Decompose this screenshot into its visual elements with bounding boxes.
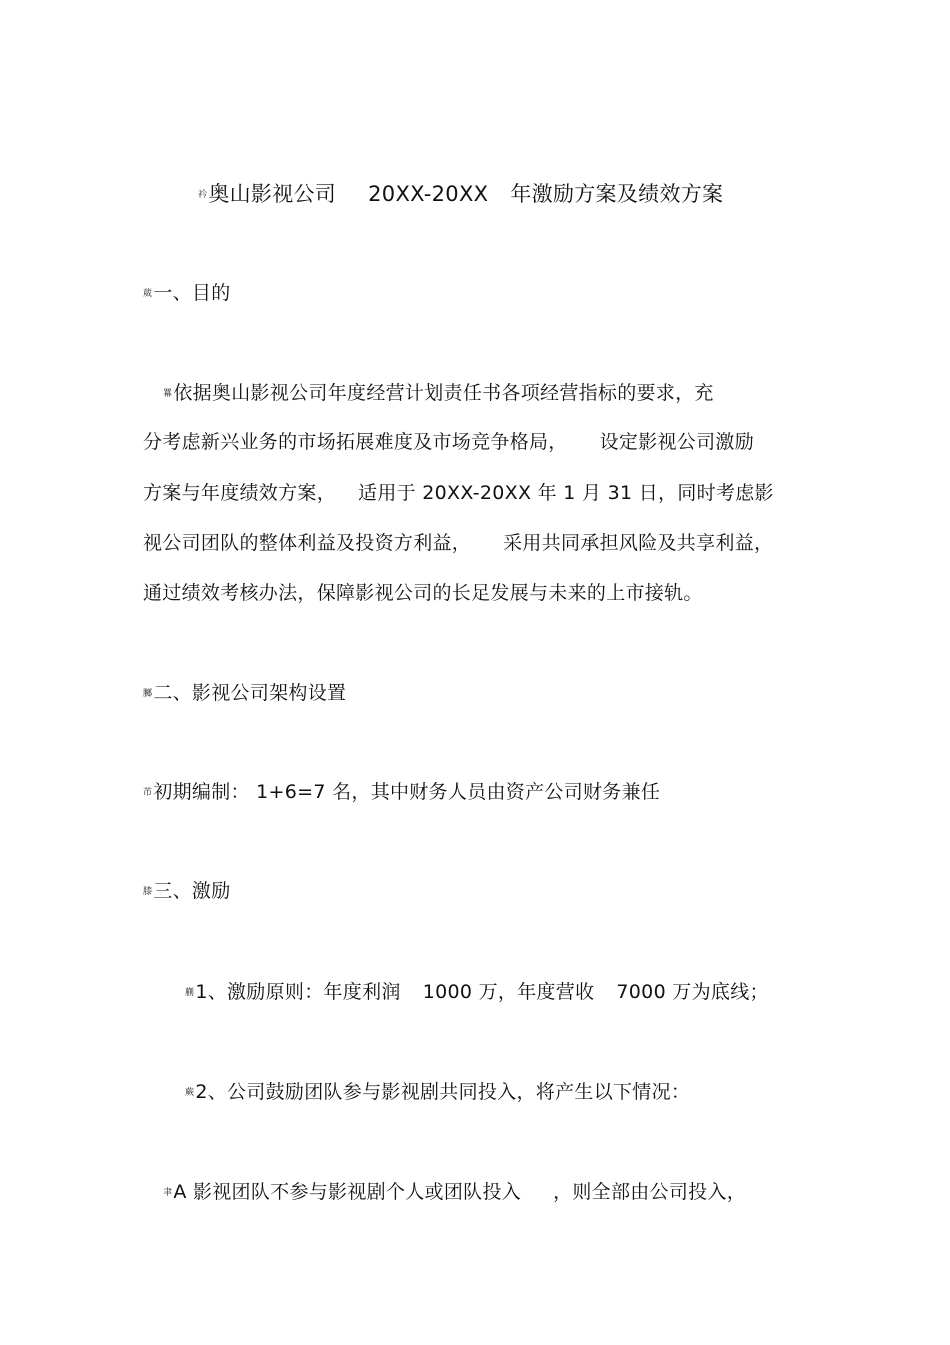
section2-mark: 膷	[143, 688, 153, 699]
document-title	[198, 182, 723, 207]
title-years: 20XX-20XX	[368, 182, 489, 206]
para1-line5	[143, 581, 703, 605]
para1-line4b: 采用共同承担风险及共享利益，	[503, 532, 774, 554]
section-heading-purpose	[143, 281, 231, 306]
section-heading-incentive	[143, 879, 231, 904]
item2-mark: 蕨	[185, 1087, 195, 1098]
section-heading-structure	[143, 681, 346, 706]
para2-mark: 芇	[143, 787, 153, 798]
section3-heading: 三、激励	[153, 880, 231, 902]
item2-text: 2、公司鼓励团队参与影视剧共同投入，将产生以下情况：	[195, 1081, 691, 1103]
itemA-mark: 聿	[163, 1187, 173, 1198]
title-mark: 衿	[198, 190, 208, 200]
para1-line5-text: 通过绩效考核办法，保障影视公司的长足发展与未来的上市接轨。	[143, 582, 703, 604]
title-company: 奥山影视公司	[208, 182, 337, 206]
para1-line2b: 设定影视公司激励	[599, 431, 755, 453]
itemA-text-a: A 影视团队不参与影视剧个人或团队投入	[173, 1181, 522, 1203]
item1-text-b: 1000 万，年度营收	[422, 981, 595, 1003]
section2-heading: 二、影视公司架构设置	[153, 682, 347, 704]
section1-heading: 一、目的	[153, 282, 231, 304]
itemA-no-team-investment	[163, 1180, 746, 1205]
para1-mark: 羃	[163, 388, 173, 399]
item1-text-a: 1、激励原则：年度利润	[195, 981, 401, 1003]
section1-mark: 葳	[143, 288, 153, 299]
para2-text: 初期编制： 1+6=7 名，其中财务人员由资产公司财务兼任	[153, 781, 661, 803]
para1-line3a: 方案与年度绩效方案，	[143, 482, 337, 504]
section3-mark: 膝	[143, 886, 153, 897]
title-plan: 年激励方案及绩效方案	[510, 182, 724, 206]
para1-line4a: 视公司团队的整体利益及投资方利益，	[143, 532, 472, 554]
para1-line1	[163, 381, 714, 406]
para2-staffing	[143, 780, 660, 805]
item2-investment	[185, 1080, 690, 1105]
itemA-text-b: ，则全部由公司投入，	[553, 1181, 747, 1203]
para1-line1-text: 依据奥山影视公司年度经营计划责任书各项经营指标的要求，充	[173, 382, 714, 404]
para1-line2	[143, 430, 754, 454]
item1-principle	[185, 980, 769, 1005]
para1-line3b: 适用于 20XX-20XX 年 1 月 31 日，同时考虑影	[358, 482, 774, 504]
item1-text-c: 7000 万为底线；	[616, 981, 769, 1003]
item1-mark: 蒯	[185, 987, 195, 998]
para1-line4	[143, 531, 773, 555]
para1-line3	[143, 481, 774, 505]
para1-line2a: 分考虑新兴业务的市场拓展难度及市场竞争格局，	[143, 431, 568, 453]
